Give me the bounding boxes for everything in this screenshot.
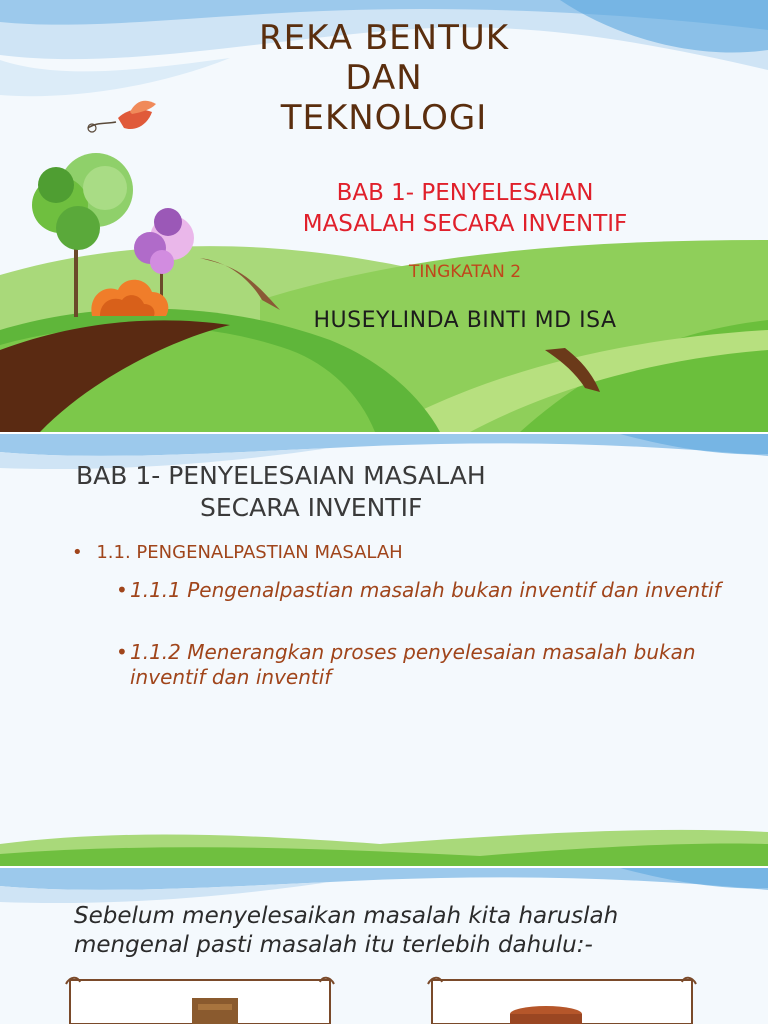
chair-picture-frame bbox=[66, 978, 334, 1024]
bullet-sub bbox=[116, 640, 730, 690]
bullet-marker: • bbox=[72, 542, 83, 563]
title-line: DAN bbox=[345, 58, 423, 98]
bullet-main bbox=[72, 542, 403, 563]
title-line: REKA BENTUK bbox=[258, 18, 510, 58]
content-slide bbox=[0, 434, 768, 866]
heading-line: BAB 1- PENYELESAIAN MASALAH bbox=[76, 461, 486, 490]
bullet-text: 1.1. PENGENALPASTIAN MASALAH bbox=[96, 542, 403, 563]
intro-text: Sebelum menyelesaikan masalah kita haruslah mengenal pasti masalah itu terlebih dahulu:- bbox=[74, 903, 619, 958]
title-slide bbox=[0, 0, 768, 432]
subtitle-line: BAB 1- PENYELESAIAN bbox=[336, 180, 594, 206]
bullet-text: 1.1.1 Pengenalpastian masalah bukan inventif dan inventif bbox=[130, 578, 721, 602]
intro-slide bbox=[0, 868, 768, 1024]
bullet-sub bbox=[116, 578, 730, 603]
subtitle-line: MASALAH SECARA INVENTIF bbox=[302, 211, 628, 237]
heading-line: SECARA INVENTIF bbox=[200, 493, 423, 522]
title-line: TEKNOLOGI bbox=[280, 98, 488, 138]
presentation-title bbox=[0, 18, 768, 138]
author-name: HUSEYLINDA BINTI MD ISA bbox=[313, 308, 617, 333]
form-level: TINGKATAN 2 bbox=[408, 262, 522, 282]
bullet-marker: • bbox=[116, 578, 128, 602]
stool-picture-frame bbox=[428, 978, 696, 1024]
slide-heading bbox=[76, 460, 486, 524]
bullet-marker: • bbox=[116, 640, 128, 664]
chapter-subtitle bbox=[0, 178, 768, 240]
bullet-text: 1.1.2 Menerangkan proses penyelesaian masalah bukan inventif dan inventif bbox=[130, 640, 696, 689]
